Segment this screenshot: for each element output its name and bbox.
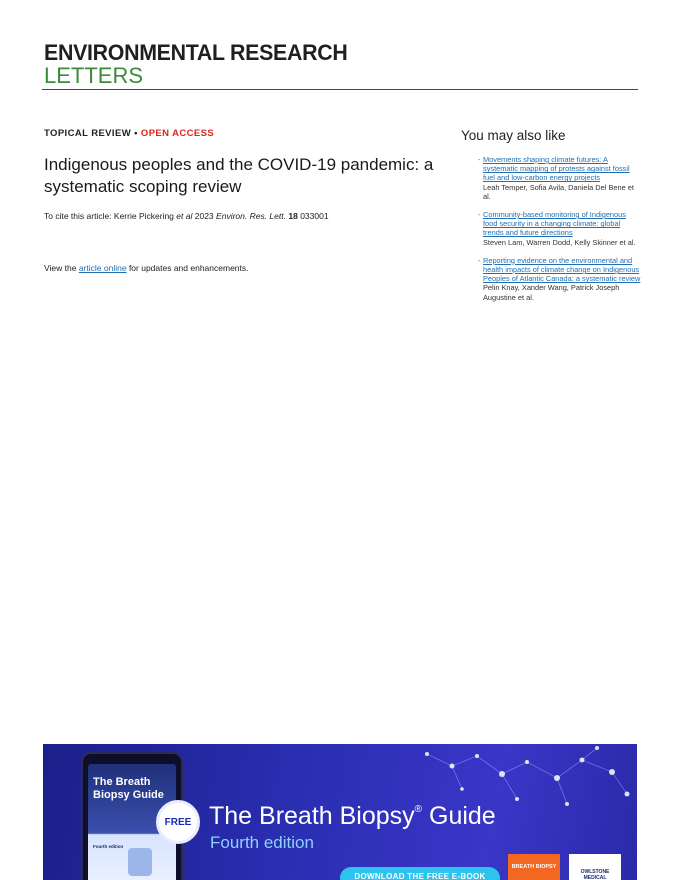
device-illustration-icon bbox=[128, 848, 152, 876]
free-badge: FREE bbox=[156, 800, 200, 844]
ad-title bbox=[209, 802, 496, 831]
breath-biopsy-logo: BREATH BIOPSY bbox=[508, 854, 560, 880]
journal-name-line1: ENVIRONMENTAL RESEARCH bbox=[44, 40, 348, 65]
bullet-icon: - bbox=[478, 155, 481, 164]
view-suffix: for updates and enhancements. bbox=[128, 263, 249, 273]
open-access-label: OPEN ACCESS bbox=[140, 128, 215, 139]
article-kicker bbox=[44, 128, 454, 139]
citation-year: 2023 bbox=[194, 211, 214, 221]
related-item bbox=[461, 155, 641, 201]
kicker-separator: • bbox=[134, 128, 138, 139]
citation-volume: 18 bbox=[288, 211, 298, 221]
journal-masthead bbox=[44, 42, 638, 87]
related-list bbox=[461, 155, 641, 302]
ad-edition: Fourth edition bbox=[210, 833, 314, 852]
article-type: TOPICAL REVIEW bbox=[44, 128, 132, 139]
tablet-cover-title: The Breath Biopsy Guide bbox=[93, 776, 164, 801]
ad-title-end: Guide bbox=[422, 802, 496, 830]
related-item-authors: Pelin Knay, Xander Wang, Patrick Joseph Augustine et al. bbox=[483, 283, 620, 302]
tablet-cover-subtitle: Fourth edition bbox=[93, 844, 124, 849]
citation-prefix: To cite this article: Kerrie Pickering bbox=[44, 211, 174, 221]
ad-title-text: The Breath Biopsy bbox=[209, 802, 415, 830]
article-title: Indigenous peoples and the COVID-19 pandemic: a systematic scoping review bbox=[44, 155, 434, 196]
view-online-line bbox=[44, 263, 454, 273]
view-prefix: View the bbox=[44, 263, 77, 273]
citation bbox=[44, 211, 454, 221]
ad-banner[interactable] bbox=[43, 744, 637, 880]
related-item-authors: Steven Lam, Warren Dodd, Kelly Skinner et al. bbox=[483, 237, 636, 247]
bullet-icon: - bbox=[478, 255, 481, 265]
download-ebook-button[interactable]: DOWNLOAD THE FREE E-BOOK bbox=[340, 867, 500, 880]
related-item-link[interactable]: Reporting evidence on the environmental and health impacts of climate change on Indigenous Peoples of Atlantic Canada: a systematic review bbox=[483, 255, 641, 284]
citation-etal: et al bbox=[176, 211, 193, 221]
article-info bbox=[44, 128, 454, 273]
related-item-authors: Leah Temper, Sofia Avila, Daniela Del Bene et al. bbox=[483, 182, 634, 201]
related-item bbox=[461, 256, 641, 302]
related-articles bbox=[461, 128, 641, 311]
owlstone-medical-logo: OWLSTONE MEDICAL bbox=[569, 854, 621, 880]
registered-mark: ® bbox=[414, 804, 423, 815]
bullet-icon: - bbox=[478, 210, 481, 220]
related-item-link[interactable]: Movements shaping climate futures: A systematic mapping of protests against fossil fuel and low-carbon energy projects bbox=[483, 155, 630, 183]
article-online-link[interactable]: article online bbox=[78, 263, 127, 273]
related-item-link[interactable]: Community-based monitoring of Indigenous food security in a changing climate: global trends and future directions bbox=[483, 210, 626, 238]
masthead-divider bbox=[42, 89, 638, 90]
related-heading: You may also like bbox=[461, 128, 566, 143]
journal-name-line2: LETTERS bbox=[44, 63, 144, 88]
related-item bbox=[461, 210, 641, 247]
citation-number: 033001 bbox=[300, 211, 329, 221]
citation-journal: Environ. Res. Lett. bbox=[216, 211, 286, 221]
